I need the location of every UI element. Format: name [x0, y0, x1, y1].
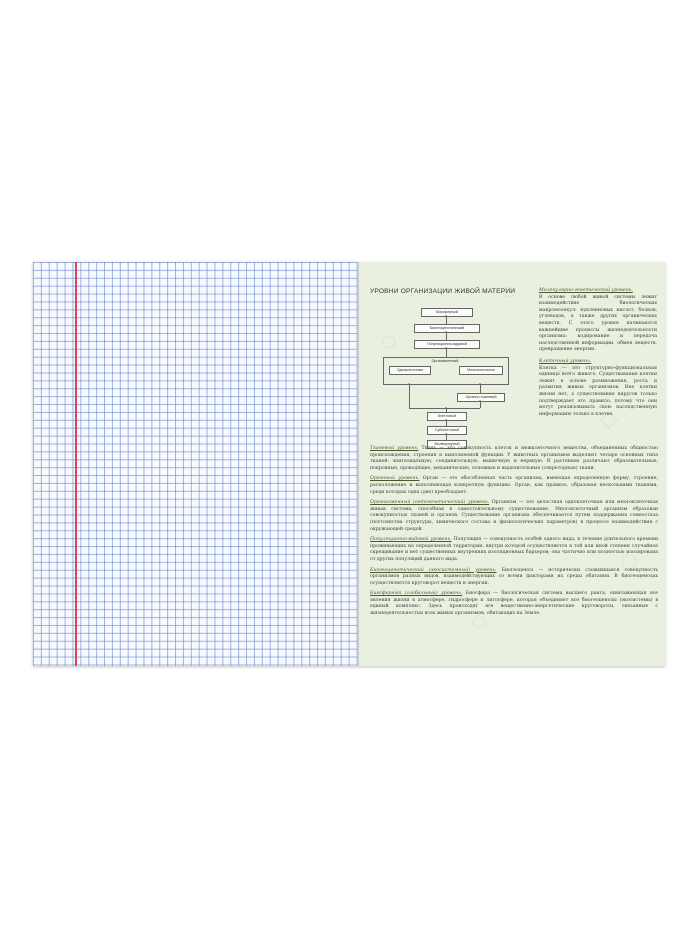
info-page: [359, 262, 665, 666]
arrow-5: [409, 384, 410, 408]
section-text: Биосфера — биологическая система высшего ранга, охватывающая все явления жизни в атмосфере, гидросфере и литосфере, которая объединяет все биогеоценозы (экосистемы) в единый комплекс. Здесь происходят все вещественно-энергетические круговороты, связанные с жизнедеятельностью всех живых организмов, обитающих на Земле.: [370, 591, 658, 617]
arrow-6: [480, 401, 481, 408]
section-heading: Биосферный (глобальный) уровень.: [370, 591, 463, 597]
section-organ: [370, 476, 658, 496]
box-biosphere: Биосферный: [421, 308, 473, 317]
box-organ-tissue: Органно-тканевый: [457, 393, 505, 402]
cellular-text: Клетка — это структурно-функциональная единица всего живого. Существование клетки лежит в основе размножения, роста и развития живых организмов. Вне клетки жизни нет, а существование вирусов только подтверждает это правило, потому что они могут реализовывать свою наследственную информацию только в клетке.: [539, 365, 657, 417]
section-text: Организм — это целостная одноклеточная или многоклеточная живая система, способная к самостоятельному существованию. Многоклеточный организм образован совокупностью тканей и органов. Существование организма обеспечивается путем поддержания гомеостаза (постоянства структуры, химического состава и физиологических параметров) в процессе взаимодействия с окружающей средой.: [370, 500, 658, 532]
section-heading: Органный уровень.: [370, 476, 420, 482]
section-text: Популяция — совокупность особей одного вида, в течение длительного времени проживающих на определенной территории, внутри которой осуществляется в той или иной степени случайное скрещивание и нет существенных внутренних изоляционных барьеров; она частично или полностью изолирована от других популяций данного вида.: [370, 537, 658, 562]
section-heading: Организменный (онтогенетический) уровень.: [370, 500, 490, 506]
molecular-text: В основе любой живой системы лежит взаимодействие биологических макромолекул: нуклеиновых кислот, белков, углеводов, а также других органических веществ. С этого уровня начинаются важнейшие процессы жизнедеятельности организма: кодирование и передача наследственной информации, обмен веществ, превращение энергии.: [539, 294, 657, 353]
arrow-3: [446, 348, 447, 357]
section-population: [370, 537, 658, 563]
box-unicellular: Одноклеточные: [389, 366, 431, 375]
section-text: Биогеоценоз — исторически сложившаяся совокупность организмов разных видов, взаимодействующих со всеми факторами их среды обитания. В биогеоценозах осуществляется круговорот веществ и энергии.: [370, 567, 658, 586]
page-title: УРОВНИ ОРГАНИЗАЦИИ ЖИВОЙ МАТЕРИИ: [370, 288, 516, 295]
open-notebook: [33, 262, 665, 666]
right-column: [539, 288, 657, 418]
section-organism: [370, 500, 658, 533]
sections-list: [370, 446, 658, 622]
grid-page: [33, 262, 357, 666]
arrow-1: [446, 316, 447, 324]
box-molecular: Молекулярный: [427, 440, 467, 449]
molecular-heading: Молекулярно-генетический уровень.: [539, 288, 633, 293]
cellular-heading: Клеточный уровень.: [539, 358, 592, 364]
levels-diagram: [369, 298, 529, 446]
section-biosphere: [370, 591, 658, 617]
box-population: Популяционно-видовой: [414, 340, 480, 349]
arrow-4: [480, 384, 481, 393]
section-heading: Популяционно-видовой уровень.: [370, 537, 452, 543]
box-subcellular: Субклеточный: [427, 426, 467, 435]
box-organism: Организменный: [431, 359, 459, 363]
section-tissue: [370, 446, 658, 472]
section-text: Орган — это обособленная часть организма, имеющая определенную форму, строение, расположение и выполняющая конкретную функцию. Орган, как правило, образован несколькими тканями, среди которых одна (две) преобладает.: [370, 476, 659, 495]
margin-line: [75, 262, 77, 666]
box-multicellular: Многоклеточные: [459, 366, 503, 375]
box-cellular: Клеточный: [427, 412, 467, 421]
section-text: Ткань — это совокупность клеток и межклеточного вещества, объединенных общностью происхождения, строения и выполняемой функции. У животных организмов выделяют четыре основных типа тканей: эпителиальную, соединительную, мышечную и нервную. В растениях различают образовательные, покровные, проводящие, механические, основные и выделительные (секреторные) ткани.: [370, 446, 658, 471]
arrow-2: [446, 332, 447, 340]
section-biogeocenotic: [370, 568, 658, 588]
box-biogeocenotic: Биогеоценотический: [414, 324, 480, 333]
section-heading: Биогеоценотический (экосистемный) уровень.: [370, 567, 497, 573]
section-heading: Тканевый уровень.: [370, 446, 419, 451]
